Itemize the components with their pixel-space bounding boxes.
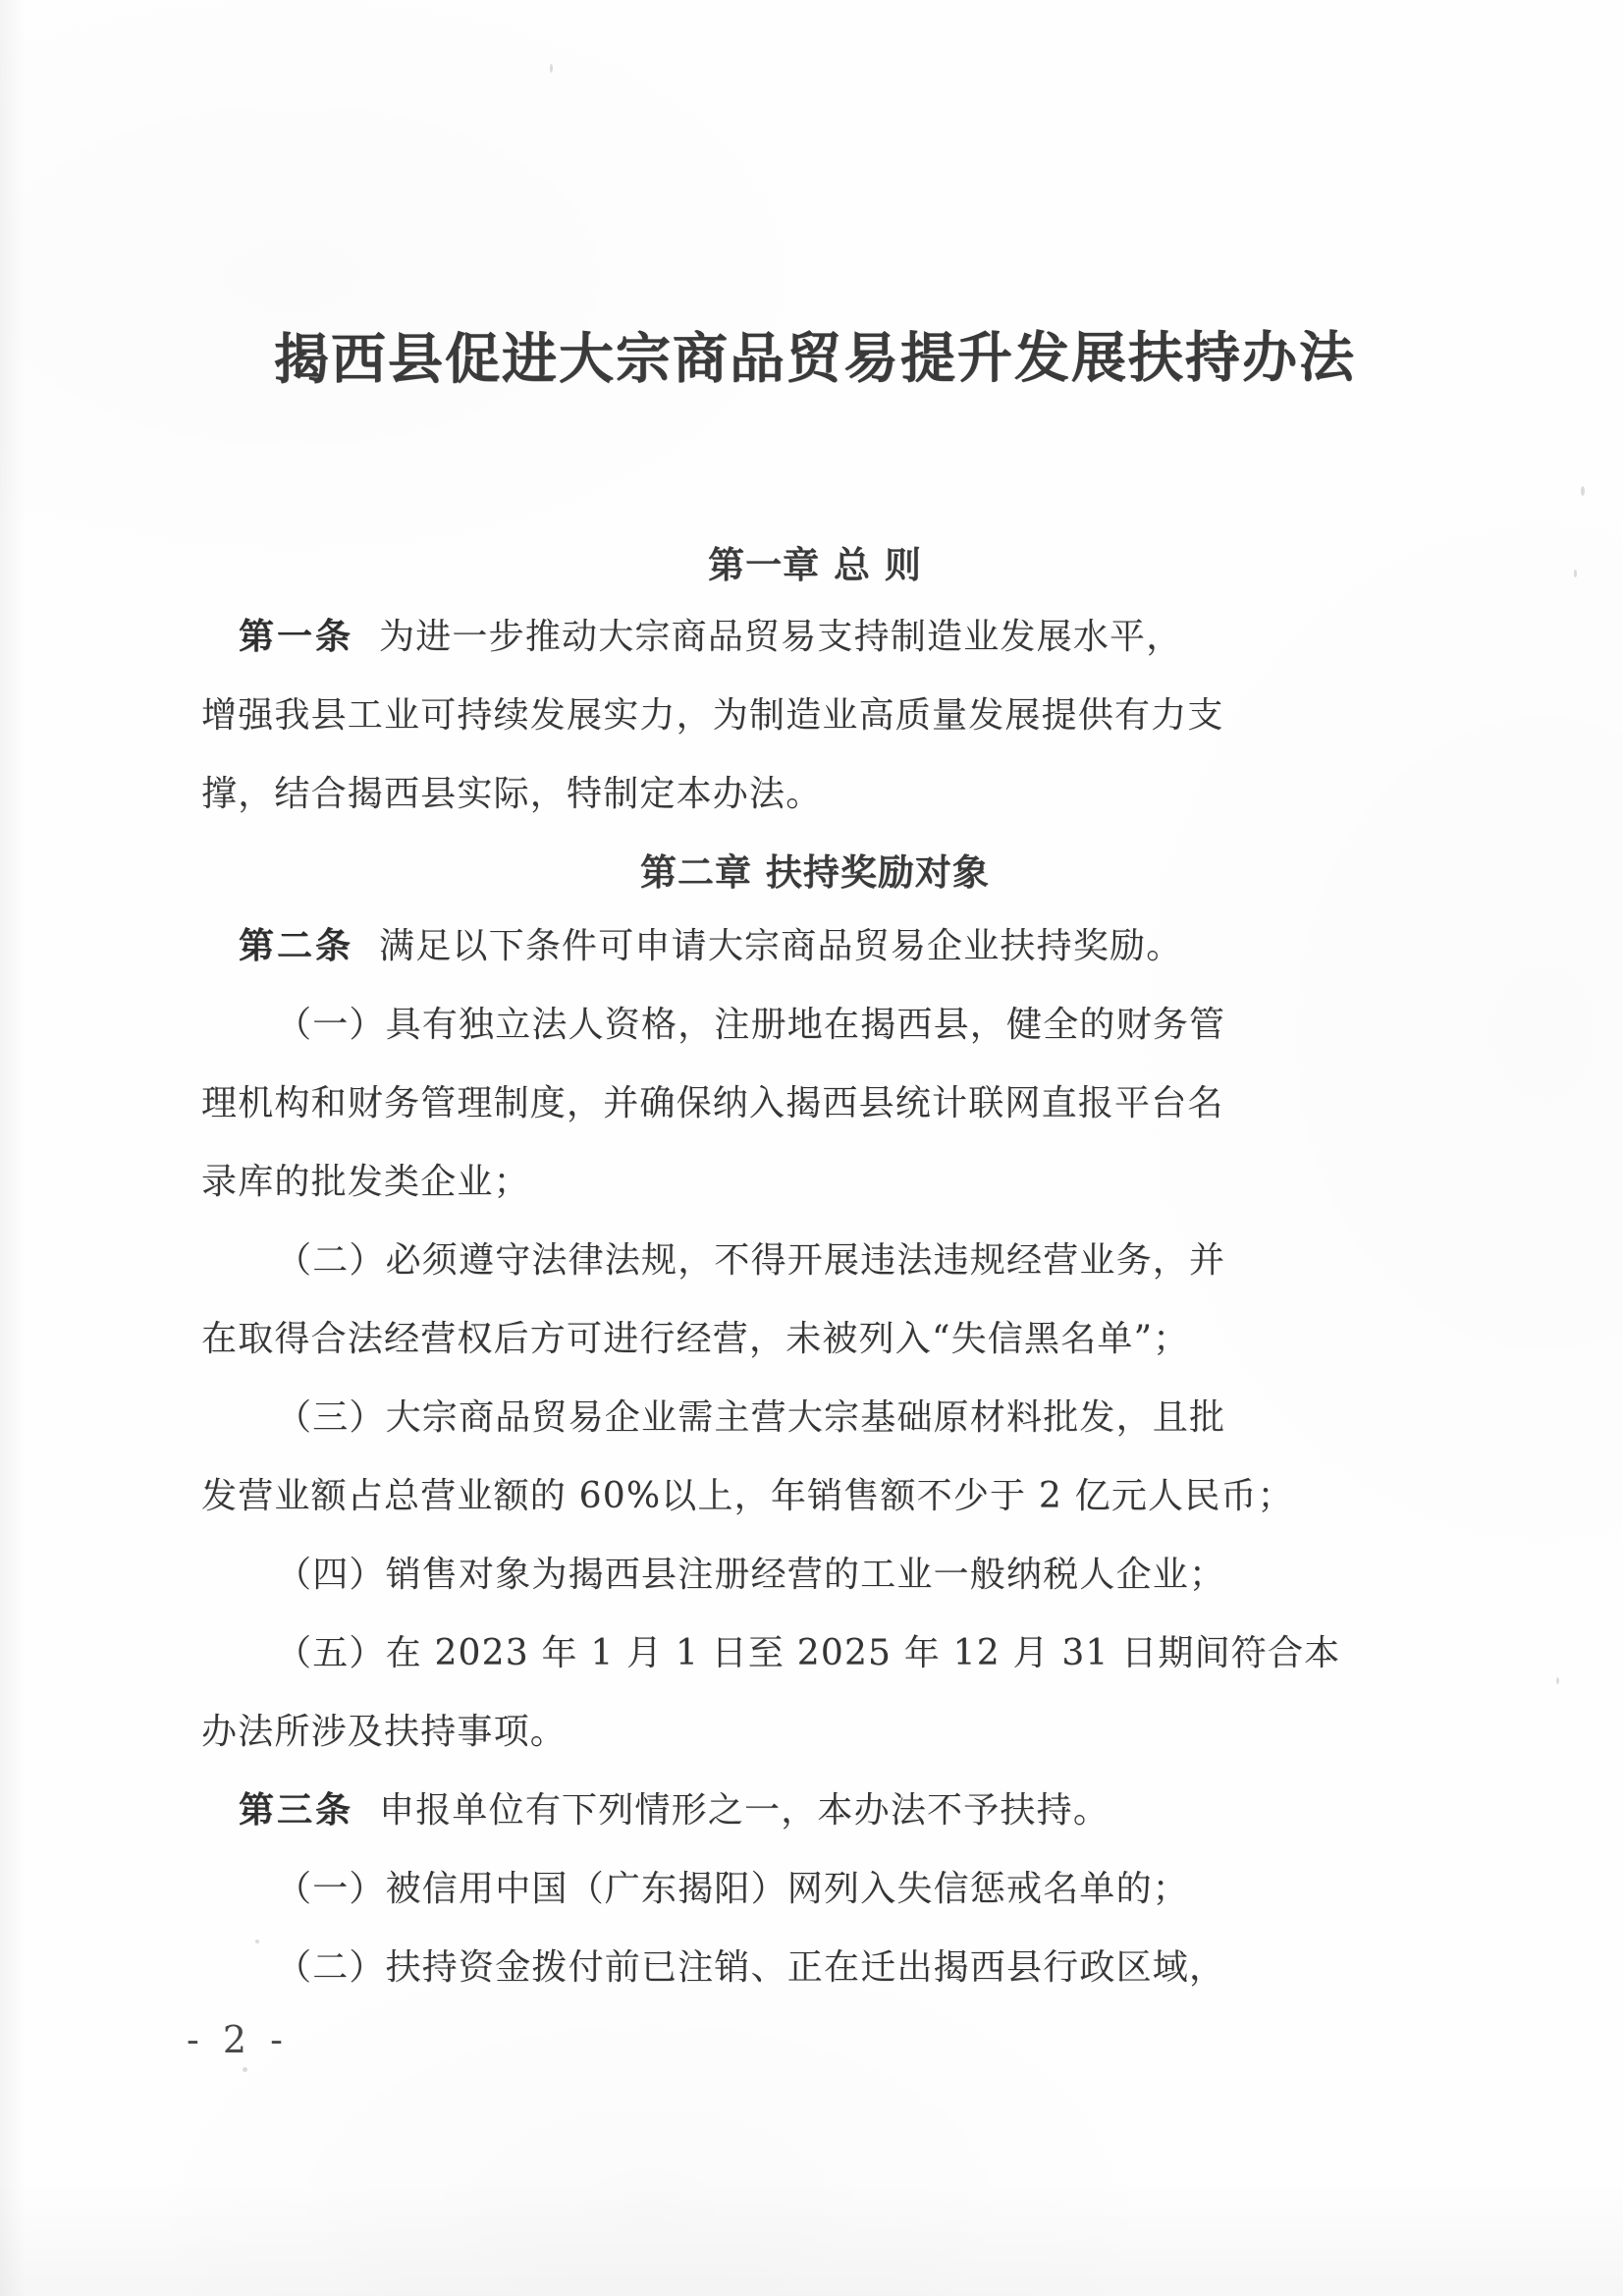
article-3-item-2-line-1: （二）扶持资金拨付前已注销、正在迁出揭西县行政区域， <box>276 1947 1226 1988</box>
chapter-heading-2: 第二章 扶持奖励对象 <box>640 850 990 894</box>
article-2-label: 第二条 <box>239 925 354 966</box>
scan-speck <box>1581 486 1585 496</box>
scan-speck <box>243 2067 247 2072</box>
article-3-label: 第三条 <box>239 1789 354 1831</box>
article-2-line-1 <box>201 918 1466 968</box>
article-1-line-1 <box>201 609 1466 659</box>
article-2-item-1-line-1: （一）具有独立法人资格，注册地在揭西县，健全的财务管 <box>276 1005 1226 1045</box>
page-number: - 2 - <box>187 2018 290 2061</box>
page-title: 揭西县促进大宗商品贸易提升发展扶持办法 <box>273 324 1357 393</box>
article-2-item-3-line-2: 发营业额占总营业额的 60%以上，年销售额不少于 2 亿元人民币； <box>201 1476 1294 1516</box>
article-1-label: 第一条 <box>239 616 354 657</box>
chapter-heading-1: 第一章 总 则 <box>708 543 922 586</box>
scan-speck <box>1556 1677 1559 1684</box>
article-2-item-2-line-2: 在取得合法经营权后方可进行经营，未被列入“失信黑名单”； <box>201 1319 1190 1359</box>
article-1-text-1: 为进一步推动大宗商品贸易支持制造业发展水平， <box>379 617 1183 657</box>
scan-edge-shadow-bottom <box>0 2178 1623 2296</box>
article-3-item-1-line-1: （一）被信用中国（广东揭阳）网列入失信惩戒名单的； <box>276 1869 1190 1909</box>
article-2-item-1-line-2: 理机构和财务管理制度，并确保纳入揭西县统计联网直报平台名 <box>201 1083 1224 1123</box>
article-2-item-5-line-2: 办法所涉及扶持事项。 <box>201 1712 568 1752</box>
scan-speck <box>550 64 553 73</box>
article-2-item-4-line-1: （四）销售对象为揭西县注册经营的工业一般纳税人企业； <box>276 1555 1226 1595</box>
article-1-line-3: 撑，结合揭西县实际，特制定本办法。 <box>201 774 823 814</box>
article-1-line-2: 增强我县工业可持续发展实力，为制造业高质量发展提供有力支 <box>201 695 1224 736</box>
scan-speck <box>1574 570 1577 577</box>
article-2-item-3-line-1: （三）大宗商品贸易企业需主营大宗基础原材料批发，且批 <box>276 1397 1226 1438</box>
article-2-text-1: 满足以下条件可申请大宗商品贸易企业扶持奖励。 <box>379 926 1183 966</box>
article-2-item-1-line-3: 录库的批发类企业； <box>201 1162 530 1202</box>
article-2-item-2-line-1: （二）必须遵守法律法规，不得开展违法违规经营业务，并 <box>276 1240 1226 1281</box>
article-2-item-5-line-1: （五）在 2023 年 1 月 1 日至 2025 年 12 月 31 日期间符合本 <box>276 1633 1341 1673</box>
scan-edge-shadow-left <box>0 0 26 2296</box>
article-3-text-1: 申报单位有下列情形之一，本办法不予扶持。 <box>379 1790 1110 1831</box>
article-3-line-1 <box>201 1782 1466 1832</box>
